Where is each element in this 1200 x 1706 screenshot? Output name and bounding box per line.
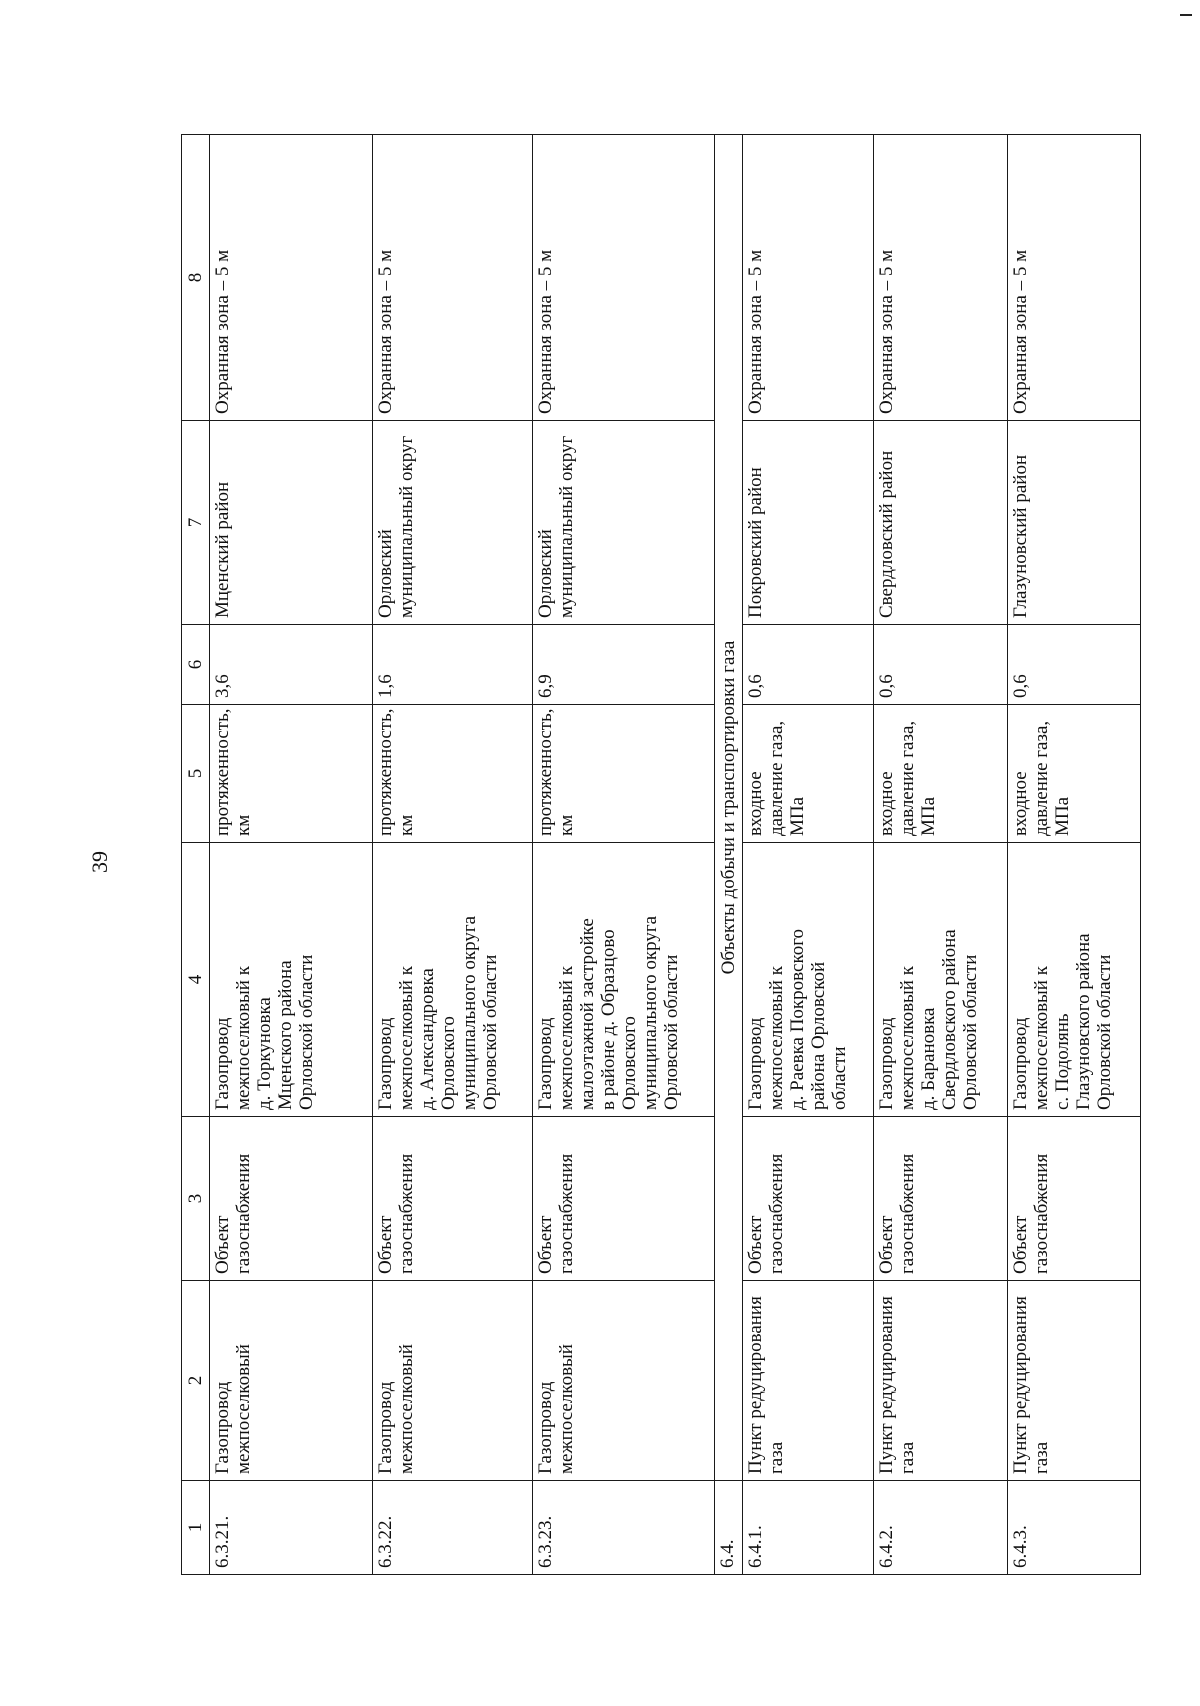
cell-zone: Охранная зона – 5 м	[209, 135, 372, 421]
cell-description: Газопровод межпоселковый к малоэтажной застройке в районе д. Образцово Орловского муниципального округа Орловской области	[533, 843, 715, 1117]
cell-name: Пункт редуцирования газа	[742, 1281, 873, 1481]
cell-value: 0,6	[1007, 625, 1140, 705]
cell-location: Свердловский район	[874, 421, 1007, 625]
cell-zone: Охранная зона – 5 м	[1007, 135, 1140, 421]
header-cell: 2	[182, 1281, 210, 1481]
cell-characteristic: протяженность, км	[533, 705, 715, 843]
cell-value: 1,6	[372, 625, 533, 705]
cell-description: Газопровод межпоселковый к д. Александровка Орловского муниципального округа Орловской области	[372, 843, 533, 1117]
cell-characteristic: протяженность, км	[209, 705, 372, 843]
cell-zone: Охранная зона – 5 м	[372, 135, 533, 421]
header-cell: 6	[182, 625, 210, 705]
section-row	[715, 135, 743, 1575]
cell-description: Газопровод межпоселковый к д. Барановка Свердловского района Орловской области	[874, 843, 1007, 1117]
header-cell: 8	[182, 135, 210, 421]
cell-zone: Охранная зона – 5 м	[533, 135, 715, 421]
table-row	[372, 135, 533, 1575]
cell-number: 6.3.23.	[533, 1481, 715, 1575]
cell-name: Пункт редуцирования газа	[1007, 1281, 1140, 1481]
cell-number: 6.4.3.	[1007, 1481, 1140, 1575]
cell-characteristic: входное давление газа, МПа	[1007, 705, 1140, 843]
rotated-table-container	[181, 135, 1141, 1575]
section-title: Объекты добычи и транспортировки газа	[715, 135, 743, 1481]
table-row	[742, 135, 873, 1575]
cell-characteristic: входное давление газа, МПа	[874, 705, 1007, 843]
header-cell: 3	[182, 1117, 210, 1281]
cell-purpose: Объект газоснабжения	[533, 1117, 715, 1281]
cell-purpose: Объект газоснабжения	[1007, 1117, 1140, 1281]
cell-location: Покровский район	[742, 421, 873, 625]
page-edge-mark	[1180, 14, 1192, 16]
header-row	[182, 135, 210, 1575]
table-body	[182, 135, 1141, 1575]
cell-description: Газопровод межпоселковый к д. Раевка Покровского района Орловской области	[742, 843, 873, 1117]
cell-characteristic: протяженность, км	[372, 705, 533, 843]
header-cell: 4	[182, 843, 210, 1117]
cell-name: Газопровод межпоселковый	[372, 1281, 533, 1481]
cell-zone: Охранная зона – 5 м	[874, 135, 1007, 421]
table-row	[209, 135, 372, 1575]
cell-location: Глазуновский район	[1007, 421, 1140, 625]
table-row	[1007, 135, 1140, 1575]
cell-purpose: Объект газоснабжения	[874, 1117, 1007, 1281]
cell-location: Орловский муниципальный округ	[533, 421, 715, 625]
section-number: 6.4.	[715, 1481, 743, 1575]
header-cell: 7	[182, 421, 210, 625]
cell-value: 0,6	[874, 625, 1007, 705]
cell-purpose: Объект газоснабжения	[209, 1117, 372, 1281]
cell-value: 3,6	[209, 625, 372, 705]
cell-name: Пункт редуцирования газа	[874, 1281, 1007, 1481]
cell-number: 6.4.1.	[742, 1481, 873, 1575]
cell-location: Орловский муниципальный округ	[372, 421, 533, 625]
cell-value: 0,6	[742, 625, 873, 705]
header-cell: 5	[182, 705, 210, 843]
page-number: 39	[87, 851, 112, 873]
cell-value: 6,9	[533, 625, 715, 705]
table-row	[874, 135, 1007, 1575]
cell-name: Газопровод межпоселковый	[209, 1281, 372, 1481]
cell-description: Газопровод межпоселковый к с. Подолянь Глазуновского района Орловской области	[1007, 843, 1140, 1117]
header-cell: 1	[182, 1481, 210, 1575]
cell-number: 6.4.2.	[874, 1481, 1007, 1575]
cell-number: 6.3.22.	[372, 1481, 533, 1575]
cell-description: Газопровод межпоселковый к д. Торкуновка Мценского района Орловской области	[209, 843, 372, 1117]
cell-characteristic: входное давление газа, МПа	[742, 705, 873, 843]
cell-number: 6.3.21.	[209, 1481, 372, 1575]
cell-purpose: Объект газоснабжения	[742, 1117, 873, 1281]
table-row	[533, 135, 715, 1575]
register-table	[181, 134, 1141, 1575]
cell-name: Газопровод межпоселковый	[533, 1281, 715, 1481]
cell-purpose: Объект газоснабжения	[372, 1117, 533, 1281]
cell-location: Мценский район	[209, 421, 372, 625]
cell-zone: Охранная зона – 5 м	[742, 135, 873, 421]
